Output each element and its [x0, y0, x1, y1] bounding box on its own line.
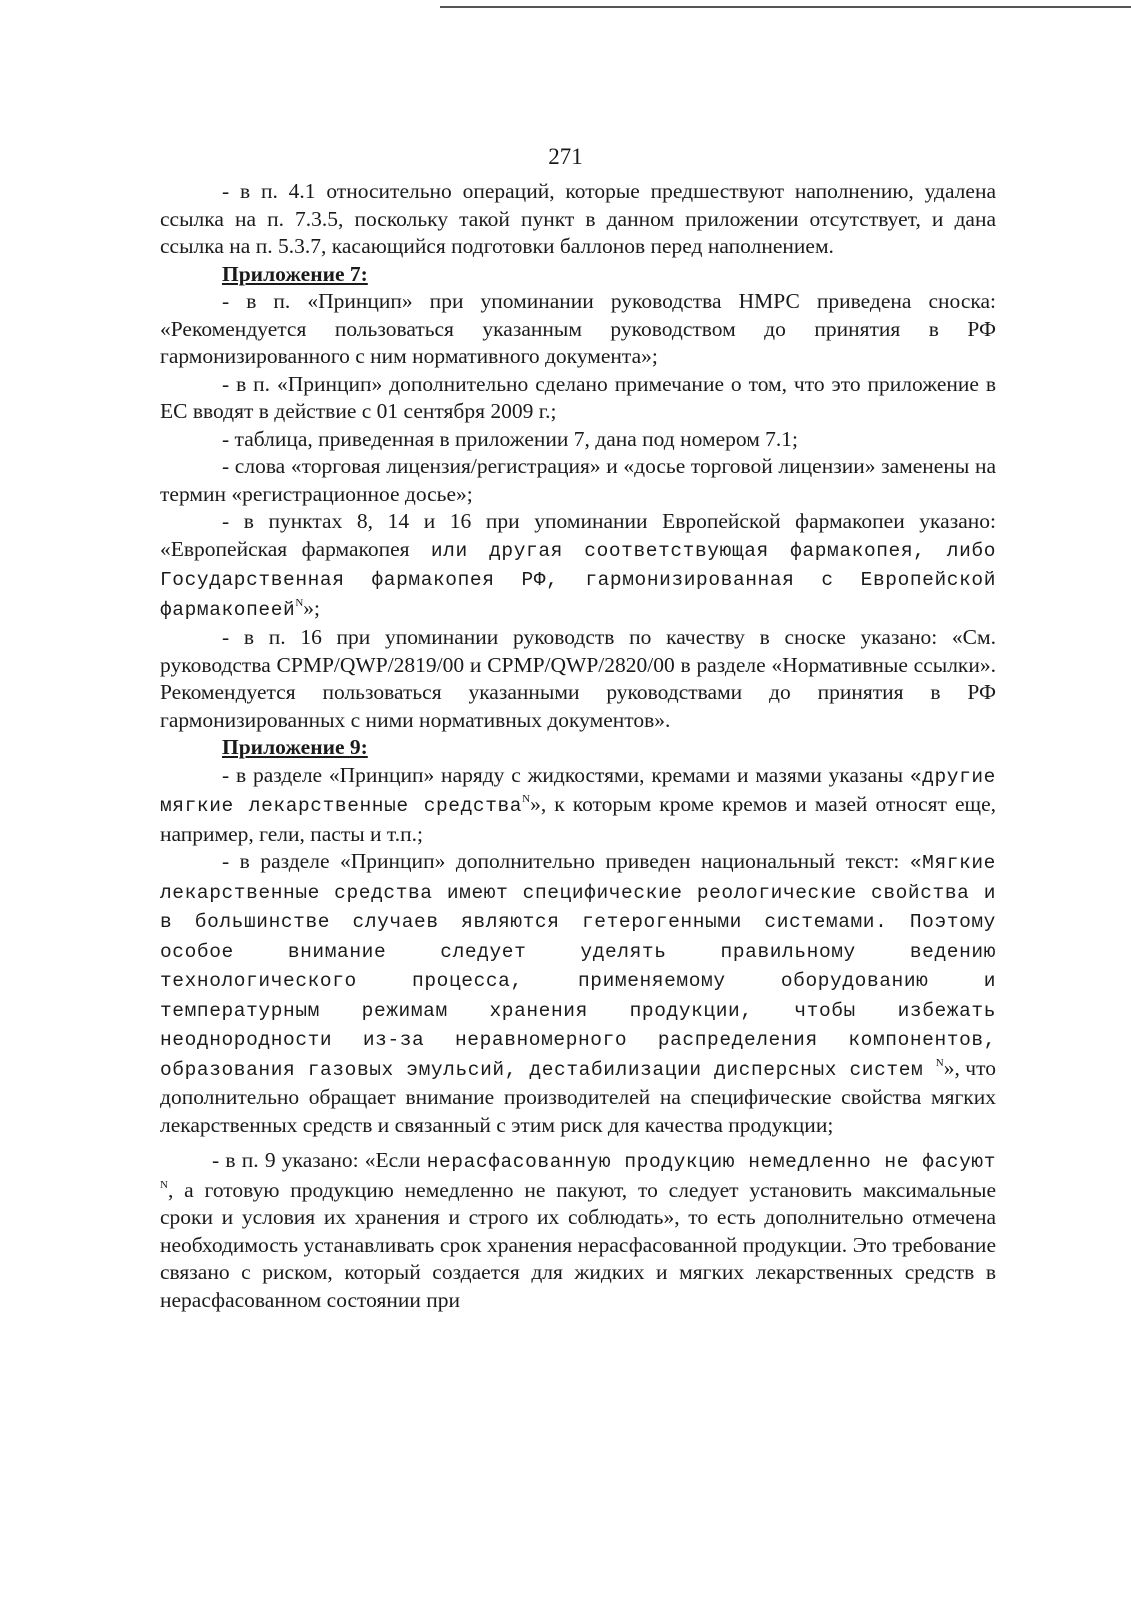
national-text-run: нерасфасованную продукцию немедленно не фасуют [426, 1151, 997, 1173]
text-run: », что дополнительно обращает внимание производителей на специфические свойства мягких лекарственных средств и связанный с этим риск для качества продукции; [160, 1055, 996, 1137]
text-run: »; [303, 595, 321, 620]
text-run: - в разделе «Принцип» наряду с жидкостями, кремами и мазями указаны [222, 762, 910, 787]
paragraph-semisolid-products [160, 762, 996, 849]
paragraph-eu-effective-date: - в п. «Принцип» дополнительно сделано примечание о том, что это приложение в ЕС вводят в действие с 01 сентября 2009 г.; [160, 371, 996, 423]
paragraph-bulk-storage [160, 1147, 996, 1314]
national-text-run: «Мягкие лекарственные средства имеют специфические реологические свойства и в большинстве случаев являются гетерогенными системами. Поэтому особое внимание следует уделять правильному ведению технологического процесса, применяемому оборудованию и температурным режимам хранения продукции, чтобы избежать неоднородности из-за неравномерного распределения компонентов, образования газовых эмульсий, дестабилизации дисперсных систем [160, 852, 996, 1081]
text-run: - в п. 9 указано: «Если [212, 1148, 427, 1172]
paragraph-table-number: - таблица, приведенная в приложении 7, дана под номером 7.1; [222, 426, 799, 451]
text-run: », к которым кроме кремов и мазей относят еще, например, гели, пасты и т.п.; [160, 792, 996, 846]
paragraph-pharmacopoeia [160, 508, 996, 624]
paragraph-national-text [160, 848, 996, 1139]
footnote-mark: N [295, 596, 304, 609]
scan-top-rule [440, 6, 1131, 8]
paragraph-quality-guidelines: - в п. 16 при упоминании руководств по качеству в сноске указано: «См. руководства CPMP/QWP/2819/00 и CPMP/QWP/2820/00 в разделе «Нормативные ссылки». Рекомендуется пользоваться указанными руководствами до принятия в РФ гармонизированных с ними нормативных документов». [160, 625, 996, 732]
text-run: , а готовую продукцию немедленно не пакуют, то следует установить максимальные сроки и условия их хранения и строго их соблюдать», то есть дополнительно отмечена необходимость устанавливать срок хранения нерасфасованной продукции. Это требование связано с риском, который создается для жидких и мягких лекарственных средств в нерасфасованном состоянии при [160, 1177, 996, 1312]
paragraph-registration-dossier: - слова «торговая лицензия/регистрация» и «досье торговой лицензии» заменены на термин «регистрационное досье»; [160, 454, 996, 506]
footnote-mark: N [160, 1178, 168, 1191]
text-run: - в пунктах 8, 14 и 16 при упоминании Европейской фармакопеи указано: «Европейская фармакопея [160, 509, 996, 561]
footnote-mark: N [935, 1056, 944, 1069]
page-number: 271 [548, 144, 583, 169]
paragraph-hmpc-footnote: - в п. «Принцип» при упоминании руководства НМРС приведена сноска: «Рекомендуется пользоваться указанным руководством до принятия в РФ гармонизированного с ним нормативного документа»; [160, 289, 996, 368]
footnote-mark: N [522, 793, 531, 805]
national-text-run: «другие мягкие лекарственные средства [160, 765, 996, 817]
paragraph-annex6-cylinders: - в п. 4.1 относительно операций, которые предшествуют наполнению, удалена ссылка на п. 7.3.5, поскольку такой пункт в данном приложении отсутствует, и дана ссылка на п. 5.3.7, касающийся подготовки баллонов перед наполнением. [160, 179, 996, 258]
national-text-run: или другая соответствующая фармакопея, либо Государственная фармакопея РФ, гармонизированная с Европейской фармакопеей [160, 539, 996, 621]
document-body [160, 178, 996, 1314]
heading-annex-9: Приложение 9: [222, 735, 368, 759]
heading-annex-7: Приложение 7: [222, 261, 368, 286]
text-run: - в разделе «Принцип» дополнительно приведен национальный текст: [222, 849, 910, 873]
